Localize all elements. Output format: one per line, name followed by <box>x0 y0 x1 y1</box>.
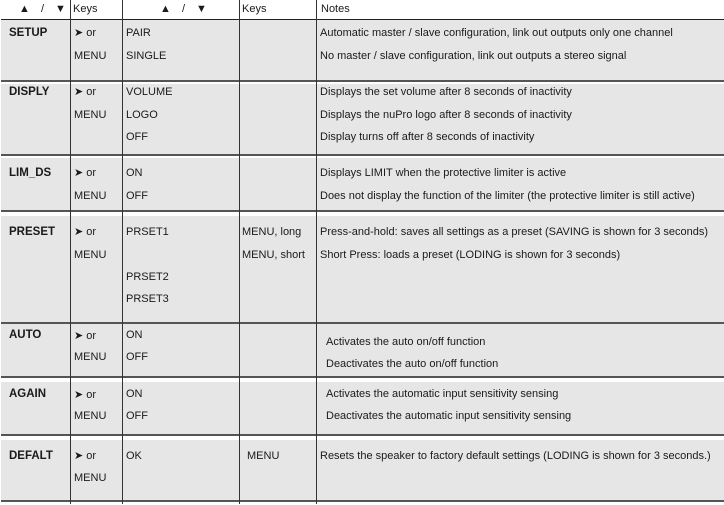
note-text: Displays the nuPro logo after 8 seconds of inactivity <box>320 109 572 121</box>
note-text: Displays the set volume after 8 seconds of inactivity <box>320 86 572 98</box>
option-value: PRSET2 <box>126 271 169 283</box>
option-value: ON <box>126 329 143 341</box>
option-value: ON <box>126 388 143 400</box>
key-menu: MENU <box>74 249 107 261</box>
note-text: No master / slave configuration, link out outputs a stereo signal <box>320 50 627 62</box>
section-name-auto: AUTO <box>9 329 42 341</box>
note-text: Does not display the function of the limiter (the protective limiter is still active) <box>320 190 695 202</box>
key-arrow-or: ➤ or <box>74 167 97 179</box>
header-arrows-1: ▲ / ▼ <box>19 3 70 15</box>
option-value: PRSET1 <box>126 226 169 238</box>
key-menu: MENU <box>74 190 107 202</box>
section-name-setup: SETUP <box>9 27 48 39</box>
option-value: OK <box>126 450 142 462</box>
option-value: OFF <box>126 190 148 202</box>
key-menu: MENU <box>74 351 107 363</box>
key-menu: MENU <box>247 450 280 462</box>
option-value: SINGLE <box>126 50 167 62</box>
key-arrow-or: ➤ or <box>74 330 97 342</box>
note-text: Resets the speaker to factory default settings (LODING is shown for 3 seconds.) <box>320 450 711 462</box>
header-keys-2: Keys <box>242 3 267 15</box>
header-notes: Notes <box>321 3 350 15</box>
option-value: LOGO <box>126 109 158 121</box>
note-text: Displays LIMIT when the protective limiter is active <box>320 167 567 179</box>
note-text: Press-and-hold: saves all settings as a preset (SAVING is shown for 3 seconds) <box>320 226 709 238</box>
column-divider-2 <box>122 0 123 504</box>
key-arrow-or: ➤ or <box>74 389 97 401</box>
section-name-again: AGAIN <box>9 388 47 400</box>
key-menu: MENU <box>74 472 107 484</box>
column-divider-3 <box>239 0 240 504</box>
note-text: Display turns off after 8 seconds of inactivity <box>320 131 535 143</box>
section-name-lim-ds: LIM_DS <box>9 167 52 179</box>
key-arrow-or: ➤ or <box>74 450 97 462</box>
key-menu: MENU <box>74 410 107 422</box>
option-value: PAIR <box>126 27 151 39</box>
option-value: PRSET3 <box>126 293 169 305</box>
section-name-disply: DISPLY <box>9 86 50 98</box>
header-arrows-2: ▲ / ▼ <box>160 3 211 15</box>
key-arrow-or: ➤ or <box>74 86 97 98</box>
note-text: Deactivates the automatic input sensitivity sensing <box>326 410 572 422</box>
key-arrow-or: ➤ or <box>74 226 97 238</box>
option-value: OFF <box>126 410 148 422</box>
table-header <box>1 0 724 20</box>
note-text: Activates the automatic input sensitivity sensing <box>326 388 559 400</box>
key-menu-long: MENU, long <box>242 226 302 238</box>
column-divider-1 <box>70 0 71 504</box>
option-value: OFF <box>126 351 148 363</box>
section-name-preset: PRESET <box>9 226 56 238</box>
note-text: Automatic master / slave configuration, link out outputs only one channel <box>320 27 673 39</box>
header-keys-1: Keys <box>73 3 98 15</box>
note-text: Short Press: loads a preset (LODING is shown for 3 seconds) <box>320 249 621 261</box>
key-menu: MENU <box>74 109 107 121</box>
settings-table <box>1 0 724 504</box>
note-text: Activates the auto on/off function <box>326 336 486 348</box>
key-menu-short: MENU, short <box>242 249 305 261</box>
option-value: ON <box>126 167 143 179</box>
option-value: VOLUME <box>126 86 173 98</box>
key-menu: MENU <box>74 50 107 62</box>
note-text: Deactivates the auto on/off function <box>326 358 499 370</box>
option-value: OFF <box>126 131 148 143</box>
key-arrow-or: ➤ or <box>74 27 97 39</box>
column-divider-4 <box>316 0 317 504</box>
section-name-defalt: DEFALT <box>9 450 53 462</box>
